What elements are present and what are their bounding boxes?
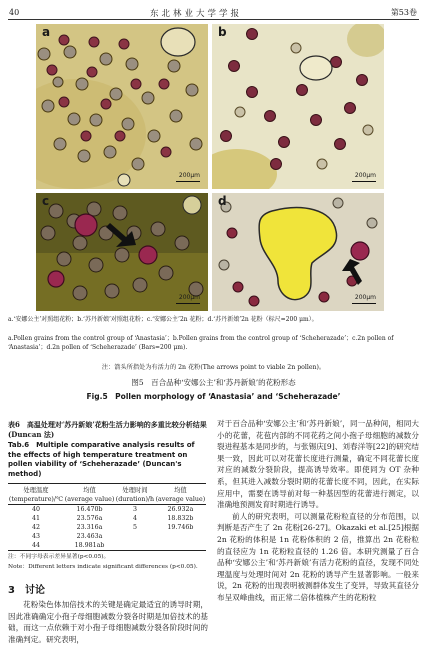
scale-text-a: 200μm	[178, 172, 200, 179]
table-header-time: 处理时间	[115, 484, 155, 496]
table-row	[8, 523, 206, 532]
panel-label-a: a	[42, 25, 51, 39]
body-paragraph-1: 对于百合品种‘安娜公主’和‘苏丹新娘’，同一品种间，相同大小的花蕾，花苞内部的不同花药之间小孢子母细胞的减数分裂进程基本是同步的，与张锡庆[9]、刘春洋等[22]的研究结果一致，因此可以对花蕾长度进行测量，确定不同花蕾长度对应的减数分裂阶段，提高诱导效率。即使同为 OT 杂种系，但其进入减数分裂时期的花蕾长度不同，因此，在实际应用中，需要在诱导前对每一种基因型的花蕾进行测定，以准确地预测发育时期进行诱导。	[217, 419, 419, 510]
table-row	[8, 532, 206, 541]
scale-bar-c	[176, 303, 200, 305]
table-cell: 16.470b	[76, 506, 103, 513]
table-cell: 42	[31, 524, 40, 531]
left-column	[8, 420, 208, 645]
figure-title-cn: 图5 百合品种‘安娜公主’和‘苏丹新娘’的花粉形态	[131, 378, 296, 387]
table-header-mean1: 均值	[64, 484, 115, 496]
right-column	[217, 418, 419, 604]
section-paragraph: 花粉染色体加倍技术的关键是确定最适宜的诱导时期，因此准确确定小孢子母细胞减数分裂各时期是加倍技术的基础，而这一点依赖于对小孢子母细胞减数分裂各阶段时间的准确判定。研究表明，	[8, 600, 208, 644]
table-header-temp-en: (temperature)/℃	[8, 496, 64, 503]
section-heading: 3 讨论	[8, 585, 45, 596]
table-cell: 18.832b	[167, 515, 194, 522]
table-row	[8, 541, 206, 551]
table-cell: 5	[132, 524, 137, 531]
figure-title-en: Fig.5 Pollen morphology of ‘Anastasia’ and ‘Scheherazade’	[86, 392, 341, 401]
panel-label-c: c	[42, 194, 50, 208]
table-note-cn: 注：不同字母表示差异显著(p<0.05)。	[8, 554, 110, 560]
scale-bar-d	[352, 303, 376, 305]
data-table	[8, 483, 206, 551]
table-cell: 3	[132, 506, 137, 513]
table-cell: 44	[8, 541, 64, 551]
table-cell: 26.932a	[167, 506, 194, 513]
table-row	[8, 505, 206, 515]
volume-number: 第53卷	[390, 8, 417, 17]
table-cell: 23.316a	[76, 524, 103, 531]
journal-name: 东北林业大学学报	[150, 9, 243, 19]
table-title-cn: 表6 高温处理对‘苏丹新娘’花粉生活力影响的多重比较分析结果(Duncan 法)	[8, 420, 207, 439]
scale-text-d: 200μm	[354, 294, 376, 301]
body-paragraph-2: 前人的研究表明，可以测量花粉粒直径的分布范围，以判断是否产生了 2n 花粉[26-27]。Okazaki et al.[25]根据 2n 花粉的体积是 1n 花粉体积的 2 倍，推算出 2n 花粉粒的直径应为 1n 花粉粒直径的 1.26 倍。本研究测量了百合品种‘安娜公主’和‘苏丹新娘’有活力花粉的直径，发现不同处理温度与处理时间对 2n 花粉的诱导产生显著影响。一般来说，2n 花粉的出现表明被测群体发生了变异，导致其直径分布呈双峰曲线，而正常二倍体植株产生的花粉粒	[217, 511, 419, 602]
table-note-en: Note：Different letters indicate significant differences (p<0.05).	[8, 564, 198, 570]
table-cell: 23.576a	[76, 515, 103, 522]
table-header-mean1-en: (average value)	[64, 496, 115, 503]
figure-note: 注：箭头所指处为有活力的 2n 花粉(The arrows point to viable 2n pollen)。	[101, 364, 326, 371]
table-cell: 19.746b	[167, 524, 194, 531]
header-rule	[8, 19, 419, 20]
scale-bar-b	[352, 181, 376, 183]
figure-panel-d	[212, 193, 384, 311]
table-cell: 18.981ab	[64, 541, 115, 551]
panel-label-d: d	[218, 194, 227, 208]
panel-label-b: b	[218, 25, 227, 39]
figure-panel-b	[212, 24, 384, 189]
table-cell: 41	[31, 515, 40, 522]
table-cell: 23.463a	[76, 533, 103, 540]
table-header-time-en: (duration)/h	[115, 496, 155, 503]
table-header-mean2: 均值	[155, 484, 206, 496]
scale-text-b: 200μm	[354, 172, 376, 179]
page-number: 40	[9, 8, 20, 17]
table-cell	[115, 532, 155, 541]
figure-caption-cn: a.‘安娜公主’对照组花粉；b.‘苏丹新娘’对照组花粉；c.‘安娜公主’2n 花粉；d.‘苏丹新娘’2n 花粉（标尺=200 μm）。	[8, 316, 318, 323]
table-row	[8, 514, 206, 523]
table-cell: 40	[31, 506, 40, 513]
table-cell	[155, 541, 206, 551]
figure-panel-a	[36, 24, 208, 189]
table-cell: 4	[132, 515, 137, 522]
table-cell	[155, 532, 206, 541]
scale-bar-a	[176, 181, 200, 183]
table-cell: 43	[31, 533, 40, 540]
scale-text-c: 200μm	[178, 294, 200, 301]
figure-panel-c	[36, 193, 208, 311]
table-title-en: Tab.6 Multiple comparative analysis results of the effects of high temperature treatment on pollen viability of ‘Scheherazade’ (Duncan's method)	[8, 441, 195, 478]
figure-caption-en: a.Pollen grains from the control group of ‘Anastasia’；b.Pollen grains from the control group of ‘Scheherazade’；c.2n pollen of ‘Anastasia’；d.2n pollen of ‘Scheherazade’ (Bars=200 μm).	[8, 335, 394, 351]
table-cell	[115, 541, 155, 551]
table-header-mean2-en: (average value)	[155, 496, 206, 503]
page-header	[0, 0, 427, 22]
table-header-temp: 处理温度	[8, 484, 64, 496]
